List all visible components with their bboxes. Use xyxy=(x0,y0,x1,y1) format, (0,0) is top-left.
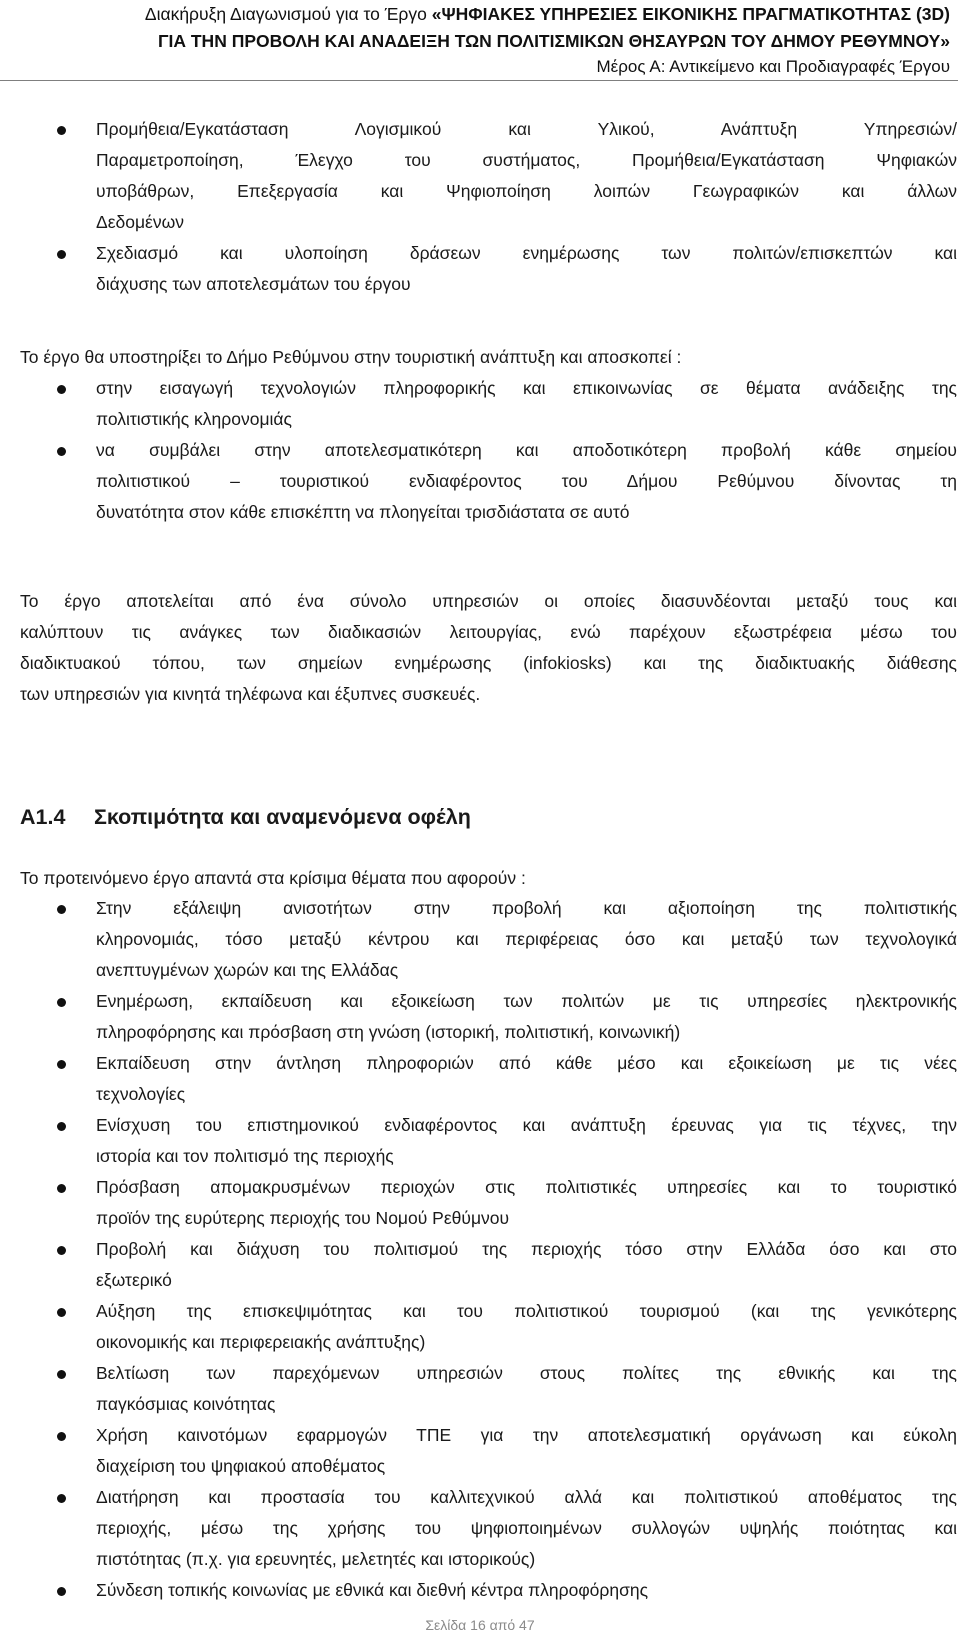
page-number-footer: Σελίδα 16 από 47 xyxy=(425,1617,535,1633)
list-item-line: δυνατότητα στον κάθε επισκέπτη να πλοηγείται τρισδιάστατα σε αυτό xyxy=(96,502,630,522)
section-number: Α1.4 xyxy=(20,805,66,829)
list-item-line: Παραμετροποίηση, Έλεγχο του συστήματος, Προμήθεια/Εγκατάσταση Ψηφιακών xyxy=(96,150,957,170)
list-item-line: να συμβάλει στην αποτελεσματικότερη και αποδοτικότερη προβολή κάθε σημείου xyxy=(96,440,957,460)
bullet-icon xyxy=(57,1246,66,1255)
list-item-line: Βελτίωση των παρεχόμενων υπηρεσιών στους πολίτες της εθνικής και της xyxy=(96,1363,957,1383)
bullet-icon xyxy=(57,1494,66,1503)
list-item-line: Δεδομένων xyxy=(96,212,185,232)
list-item-line: κληρονομιάς, τόσο μεταξύ κέντρου και περιφέρειας όσο και μεταξύ των τεχνολογικά xyxy=(96,929,957,949)
list-item-line: Προμήθεια/Εγκατάσταση Λογισμικού και Υλικού, Ανάπτυξη Υπηρεσιών/ xyxy=(96,119,957,139)
bullet-icon xyxy=(57,250,66,259)
paragraph-line: διαδικτυακού τόπου, των σημείων ενημέρωσης (infokiosks) και της διαδικτυακής διάθεσης xyxy=(20,653,957,673)
bullet-icon xyxy=(57,126,66,135)
list-item-line: διαχείριση του ψηφιακού αποθέματος xyxy=(96,1456,386,1476)
list-item-line: Ενημέρωση, εκπαίδευση και εξοικείωση των πολιτών με τις υπηρεσίες ηλεκτρονικής xyxy=(96,991,957,1011)
header-line-1-project-title: «ΨΗΦΙΑΚΕΣ ΥΠΗΡΕΣΙΕΣ ΕΙΚΟΝΙΚΗΣ ΠΡΑΓΜΑΤΙΚΟΤΗΤΑΣ (3D) xyxy=(431,4,950,24)
bullet-icon xyxy=(57,1432,66,1441)
list-item-line: Αύξηση της επισκεψιμότητας και του πολιτιστικού τουρισμού (και της γενικότερης xyxy=(96,1301,957,1321)
bullet-icon xyxy=(57,385,66,394)
list-item-line: πολιτιστικής κληρονομιάς xyxy=(96,409,292,429)
bullet-icon xyxy=(57,1308,66,1317)
list-item-line: Σύνδεση τοπικής κοινωνίας με εθνικά και διεθνή κέντρα πληροφόρησης xyxy=(96,1580,649,1600)
list-item-line: τεχνολογίες xyxy=(96,1084,186,1104)
header-line-2: ΓΙΑ ΤΗΝ ΠΡΟΒΟΛΗ ΚΑΙ ΑΝΑΔΕΙΞΗ ΤΩΝ ΠΟΛΙΤΙΣΜΙΚΩΝ ΘΗΣΑΥΡΩΝ ΤΟΥ ΔΗΜΟΥ ΡΕΘΥΜΝΟΥ» xyxy=(157,31,950,51)
list-item-line: Προβολή και διάχυση του πολιτισμού της περιοχής τόσο στην Ελλάδα όσο και στο xyxy=(96,1239,957,1259)
list-item-line: προϊόν της ευρύτερης περιοχής του Νομού Ρεθύμνου xyxy=(96,1208,510,1228)
page-header xyxy=(0,0,958,81)
bullet-icon xyxy=(57,905,66,914)
list-item-line: Διατήρηση και προστασία του καλλιτεχνικού αλλά και πολιτιστικού αποθέματος της xyxy=(96,1487,957,1507)
bullet-icon xyxy=(57,1060,66,1069)
list-item-line: στην εισαγωγή τεχνολογιών πληροφορικής και επικοινωνίας σε θέματα ανάδειξης της xyxy=(96,378,957,398)
header-line-1-prefix: Διακήρυξη Διαγωνισμού για το Έργο xyxy=(144,4,432,24)
list-item-line: ιστορία και τον πολιτισμό της περιοχής xyxy=(96,1146,394,1166)
bullet-icon xyxy=(57,1122,66,1131)
header-line-3: Μέρος Α: Αντικείμενο και Προδιαγραφές Έργου xyxy=(596,57,950,76)
list-item-line: παγκόσμιας κοινότητας xyxy=(96,1394,276,1414)
list-item-line: Εκπαίδευση στην άντληση πληροφοριών από κάθε μέσο και εξοικείωση με τις νέες xyxy=(96,1053,957,1073)
list-item-line: πιστότητας (π.χ. για ερευνητές, μελετητές και ιστορικούς) xyxy=(96,1549,536,1569)
list-item-line: πολιτιστικού – τουριστικού ενδιαφέροντος του Δήμου Ρεθύμνου δίνοντας τη xyxy=(96,471,957,491)
bullet-icon xyxy=(57,1587,66,1596)
list-item-line: Ενίσχυση του επιστημονικού ενδιαφέροντος και ανάπτυξη έρευνας για τις τέχνες, την xyxy=(96,1115,957,1135)
paragraph-objectives-intro: Το έργο θα υποστηρίξει το Δήμο Ρεθύμνου στην τουριστική ανάπτυξη και αποσκοπεί : xyxy=(20,347,682,367)
paragraph-line: των υπηρεσιών για κινητά τηλέφωνα και έξυπνες συσκευές. xyxy=(20,684,481,704)
list-item-line: ανεπτυγμένων χωρών και της Ελλάδας xyxy=(96,960,399,980)
section-heading xyxy=(20,805,471,830)
bullet-icon xyxy=(57,447,66,456)
section-title: Σκοπιμότητα και αναμενόμενα οφέλη xyxy=(94,805,471,829)
list-item-line: πληροφόρησης και πρόσβαση στη γνώση (ιστορική, πολιτιστική, κοινωνική) xyxy=(96,1022,681,1042)
paragraph-benefits-intro: Το προτεινόμενο έργο απαντά στα κρίσιμα θέματα που αφορούν : xyxy=(20,868,526,888)
bullet-icon xyxy=(57,998,66,1007)
header-line-1 xyxy=(145,2,950,26)
list-item-line: περιοχής, μέσω της χρήσης του ψηφιοποιημένων συλλογών υψηλής ποιότητας και xyxy=(96,1518,957,1538)
bullet-icon xyxy=(57,1370,66,1379)
list-item-line: Σχεδιασμό και υλοποίηση δράσεων ενημέρωσης των πολιτών/επισκεπτών και xyxy=(96,243,957,263)
list-item-line: οικονομικής και περιφερειακής ανάπτυξης) xyxy=(96,1332,426,1352)
list-item-line: Στην εξάλειψη ανισοτήτων στην προβολή και αξιοποίηση της πολιτιστικής xyxy=(96,898,957,918)
list-item-line: εξωτερικό xyxy=(96,1270,172,1290)
list-item-line: Πρόσβαση απομακρυσμένων περιοχών στις πολιτιστικές υπηρεσίες και το τουριστικό xyxy=(96,1177,957,1197)
list-item-line: Χρήση καινοτόμων εφαρμογών ΤΠΕ για την αποτελεσματική οργάνωση και εύκολη xyxy=(96,1425,957,1445)
list-item-line: διάχυσης των αποτελεσμάτων του έργου xyxy=(96,274,411,294)
paragraph-line: Το έργο αποτελείται από ένα σύνολο υπηρεσιών οι οποίες διασυνδέονται μεταξύ τους και xyxy=(20,591,957,611)
bullet-icon xyxy=(57,1184,66,1193)
paragraph-line: καλύπτουν τις ανάγκες των διαδικασιών λειτουργίας, ενώ παρέχουν εξωστρέφεια μέσω του xyxy=(20,622,957,642)
list-item-line: υποβάθρων, Επεξεργασία και Ψηφιοποίηση λοιπών Γεωγραφικών και άλλων xyxy=(96,181,957,201)
